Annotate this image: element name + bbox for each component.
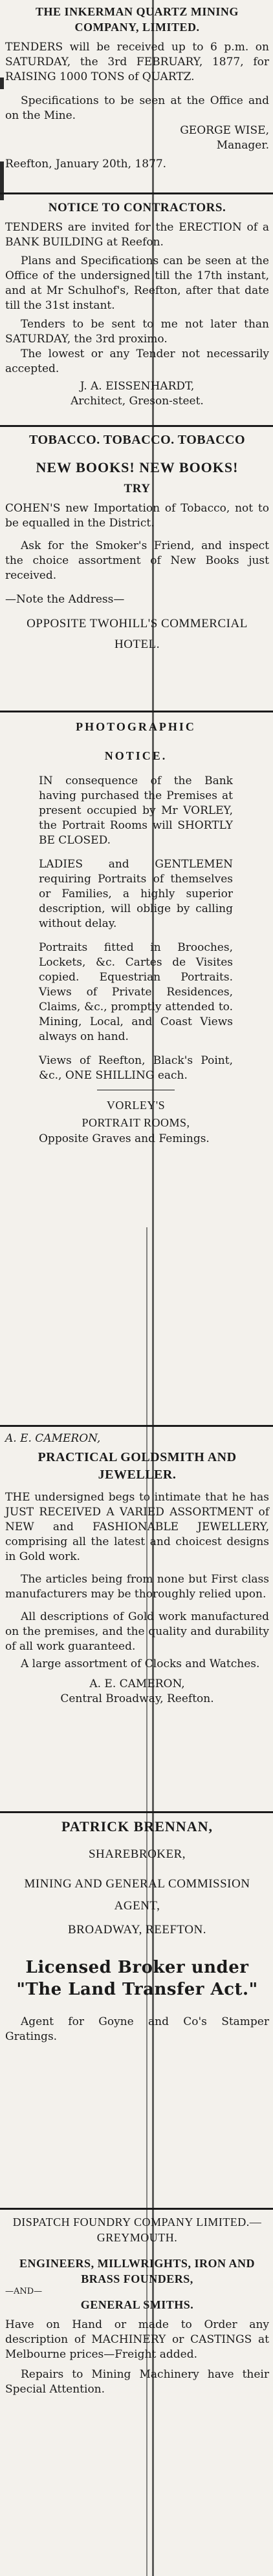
column-rule bbox=[0, 711, 273, 712]
ad-licensed: Licensed Broker under "The Land Transfer Act." bbox=[16, 1958, 258, 1999]
column-rule bbox=[0, 425, 273, 427]
ad-paragraph: Tenders to be sent to me not later than SATURDAY, the 3rd proximo. bbox=[5, 318, 269, 346]
ad-name: A. E. CAMERON, bbox=[5, 1432, 101, 1445]
ad-cameron bbox=[5, 1431, 269, 1707]
signer-address: Central Broadway, Reefton. bbox=[60, 1692, 214, 1705]
ad-paragraph: All descriptions of Gold work manufactured on the premises, and the quality and durability of all work guaranteed. bbox=[5, 1610, 269, 1653]
ad-title: PHOTOGRAPHIC bbox=[76, 720, 196, 733]
ad-name: PATRICK BRENNAN, bbox=[61, 1818, 213, 1834]
ad-paragraph: THE undersigned begs to intimate that he has JUST RECEIVED A VARIED ASSORTMENT of NEW and FASHIONABLE JEWELLERY, comprising all the latest and choicest designs in Gold work. bbox=[5, 1491, 269, 1563]
ad-paragraph: The lowest or any Tender not necessarily accepted. bbox=[5, 348, 269, 375]
signer-role: Architect, Greson-steet. bbox=[71, 395, 204, 408]
ad-note: —Note the Address— bbox=[5, 593, 125, 606]
ad-title: TOBACCO. TOBACCO. TOBACCO bbox=[28, 433, 246, 447]
ad-paragraph: Repairs to Mining Machinery have their Special Attention. bbox=[5, 2368, 269, 2396]
signer-name: GEORGE WISE, bbox=[180, 124, 269, 137]
ad-body: TENDERS will be received up to 6 p.m. on SATURDAY, the 3rd FEBRUARY, 1877, for RAISING 1000 TONS of QUARTZ. bbox=[5, 41, 269, 83]
ad-line: MINING AND GENERAL COMMISSION AGENT, bbox=[24, 1877, 250, 1913]
ad-title: THE INKERMAN QUARTZ MINING COMPANY, LIMITED. bbox=[36, 5, 239, 34]
signer-name-2: PORTRAIT ROOMS, bbox=[82, 1116, 190, 1129]
ad-smiths: GENERAL SMITHS. bbox=[80, 2298, 194, 2311]
ad-and: —AND— bbox=[5, 2287, 43, 2296]
signer-address: Opposite Graves and Femings. bbox=[39, 1132, 210, 1145]
ad-dispatch bbox=[5, 2214, 269, 2397]
ad-title: NOTICE TO CONTRACTORS. bbox=[48, 201, 226, 214]
ad-paragraph: Views of Reefton, Black's Point, &c., ONE SHILLING each. bbox=[39, 1054, 233, 1082]
ad-tobacco bbox=[5, 431, 269, 655]
ad-paragraph: Have on Hand or made to Order any description of MACHINERY or CASTINGS at Melbourne prices—Freight added. bbox=[5, 2318, 269, 2361]
ad-paragraph: TENDERS are invited for the ERECTION of a BANK BUILDING at Reefon. bbox=[5, 221, 269, 249]
ad-paragraph: COHEN'S new Importation of Tobacco, not to be equalled in the District. bbox=[5, 502, 269, 530]
ad-title-2: NOTICE. bbox=[104, 749, 168, 762]
ad-photographic bbox=[39, 718, 233, 1147]
ad-trades: ENGINEERS, MILLWRIGHTS, IRON AND BRASS FOUNDERS, bbox=[19, 2257, 255, 2285]
signer-name: A. E. CAMERON, bbox=[89, 1678, 185, 1690]
column-rule bbox=[0, 1425, 273, 1427]
ad-title: DISPATCH FOUNDRY COMPANY LIMITED.—GREYMOUTH. bbox=[12, 2216, 262, 2244]
edge-mark bbox=[0, 161, 4, 200]
ad-paragraph: Agent for Goyne and Co's Stamper Gratings. bbox=[5, 2015, 269, 2043]
ad-try: TRY bbox=[124, 482, 151, 495]
column-rule bbox=[0, 1811, 273, 1813]
ad-contractors bbox=[5, 199, 269, 409]
ad-title: PRACTICAL GOLDSMITH AND JEWELLER. bbox=[38, 1450, 237, 1482]
ad-paragraph: Ask for the Smoker's Friend, and inspect the choice assortment of New Books just received. bbox=[5, 539, 269, 582]
ad-specs: Specifications to be seen at the Office and on the Mine. bbox=[5, 94, 269, 122]
ad-paragraph: IN consequence of the Bank having purchased the Premises at present occupied by Mr VORLEY, the Portrait Rooms will SHORTLY BE CLOSED. bbox=[39, 774, 233, 847]
signer-name: VORLEY'S bbox=[106, 1099, 166, 1112]
ad-paragraph: A large assortment of Clocks and Watches. bbox=[21, 1657, 260, 1670]
ad-paragraph: Portraits fitted in Brooches, Lockets, &c. Cartes de Visites copied. Equestrian Portraits. Views of Private Residences, Claims, &c., promptly attended to. Mining, Local, and Coast Views always on hand. bbox=[39, 941, 233, 1043]
ad-line: SHAREBROKER, bbox=[88, 1847, 186, 1861]
column-rule bbox=[0, 2208, 273, 2210]
signer-name: J. A. EISSENHARDT, bbox=[80, 380, 195, 393]
column-rule bbox=[0, 192, 273, 194]
ad-brennan bbox=[5, 1818, 269, 2044]
ad-dateline: Reefton, January 20th, 1877. bbox=[5, 158, 167, 171]
ad-paragraph: LADIES and GENTLEMEN requiring Portraits of themselves or Families, a highly superior description, will oblige by calling without delay. bbox=[39, 858, 233, 930]
ad-line: BROADWAY, REEFTON. bbox=[68, 1923, 206, 1937]
signer-role: Manager. bbox=[216, 139, 269, 152]
ad-address: OPPOSITE TWOHILL'S COMMERCIAL HOTEL. bbox=[27, 617, 248, 651]
ad-paragraph: Plans and Specifications can be seen at the Office of the undersigned till the 17th instant, and at Mr Schulhof's, Reefton, after that date till the 31st instant. bbox=[5, 254, 269, 312]
ad-inkerman bbox=[5, 4, 269, 172]
edge-mark bbox=[0, 78, 4, 89]
ad-paragraph: The articles being from none but First class manufacturers may be thoroughly relied upon. bbox=[5, 1573, 269, 1601]
ad-subtitle: NEW BOOKS! NEW BOOKS! bbox=[36, 459, 239, 475]
